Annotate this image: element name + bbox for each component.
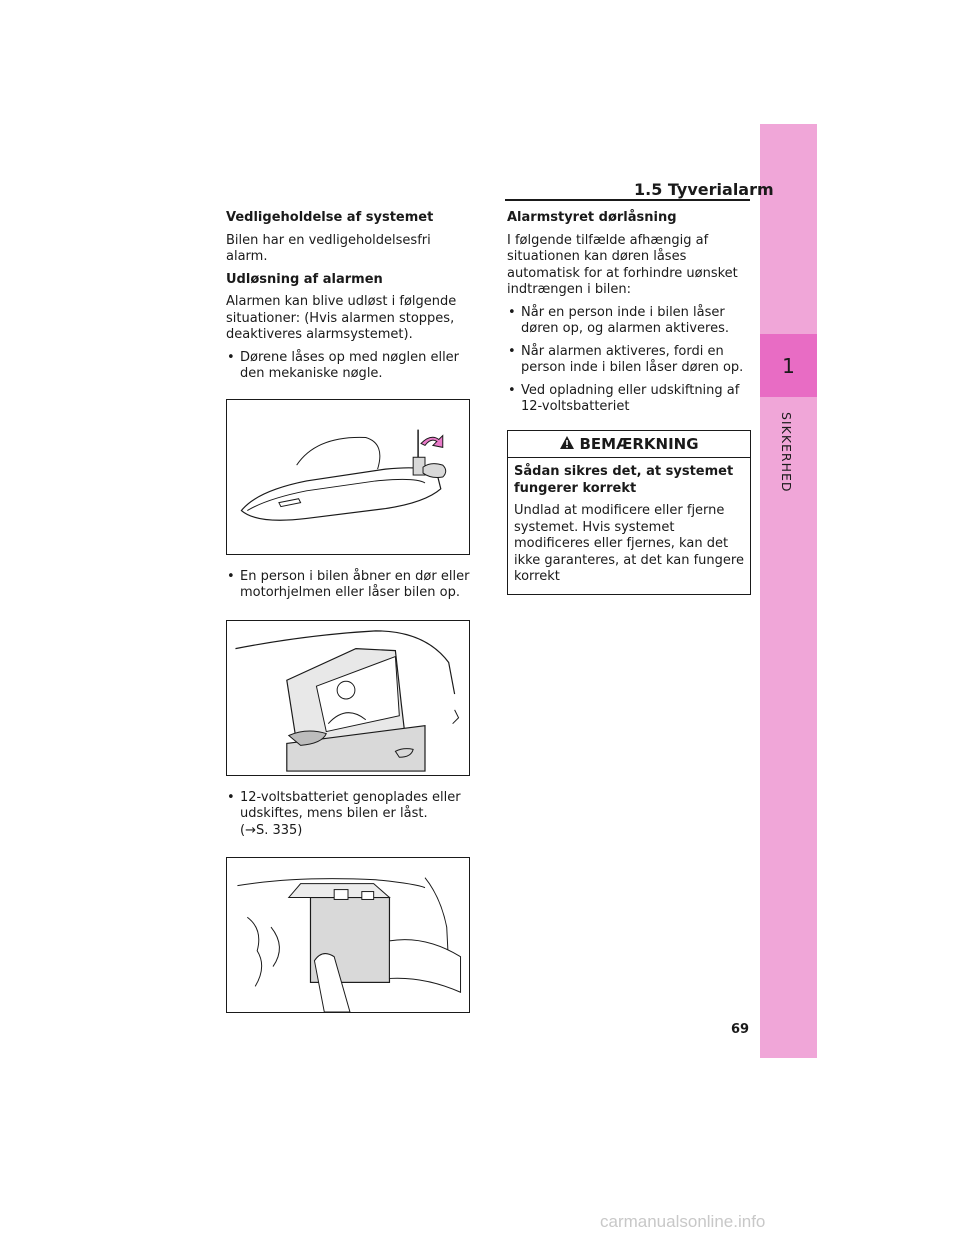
para-door-locking: I følgende tilfælde afhængig af situationen kan døren låses automatisk for at forhindre uønsket indtrængen i bilen:	[507, 232, 738, 297]
warning-icon	[559, 435, 575, 454]
para-triggering: Alarmen kan blive udløst i følgende situationer: (Hvis alarmen stoppes, deaktiveres alarmsystemet).	[226, 294, 457, 342]
bullet-key-unlock: • Dørene låses op med nøglen eller den mekaniske nøgle.	[226, 350, 472, 383]
page-reference: (→S. 335)	[240, 822, 303, 838]
notice-header	[508, 431, 750, 459]
notice-body	[508, 458, 750, 594]
chapter-number: 1	[760, 334, 817, 397]
bullet-battery-charged	[226, 790, 472, 840]
chapter-title: SIKKERHED	[779, 412, 794, 493]
heading-door-locking: Alarmstyret dørlåsning	[507, 210, 677, 225]
heading-maintenance: Vedligeholdelse af systemet	[226, 210, 434, 225]
battery-replacement-illustration	[226, 857, 470, 1013]
bullet-battery-text: 12-voltsbatteriet genoplades eller udskiftes, mens bilen er låst.	[240, 789, 461, 821]
page-number: 69	[731, 1022, 750, 1037]
bullet-person-inside: • En person i bilen åbner en dør eller motorhjelmen eller låser bilen op.	[226, 569, 472, 602]
person-in-car-illustration	[226, 620, 470, 776]
bullet-battery: • Ved opladning eller udskiftning af 12-voltsbatteriet	[507, 383, 752, 416]
bullet-alarm-activated: • Når alarmen aktiveres, fordi en person inde i bilen låser døren op.	[507, 344, 752, 377]
watermark: carmanualsonline.info	[600, 1212, 766, 1231]
notice-title: Sådan sikres det, at systemet fungerer korrekt	[514, 464, 734, 496]
notice-text: Undlad at modificere eller fjerne systemet. Hvis systemet modificeres eller fjernes, kan det ikke garanteres, at det kan fungere korrekt	[514, 503, 744, 584]
section-header: 1.5 Tyverialarm	[634, 180, 774, 199]
right-column	[507, 210, 752, 595]
chapter-side-tab	[760, 124, 817, 1058]
notice-label: BEMÆRKNING	[579, 434, 699, 453]
left-column	[226, 210, 472, 1013]
bullet-unlock-triggers: • Når en person inde i bilen låser døren op, og alarmen aktiveres.	[507, 305, 752, 338]
para-maintenance: Bilen har en vedligeholdelsesfri alarm.	[226, 232, 431, 264]
door-handle-key-illustration	[226, 399, 470, 555]
heading-triggering: Udløsning af alarmen	[226, 271, 383, 287]
notice-box	[507, 430, 751, 595]
header-rule	[505, 199, 750, 201]
